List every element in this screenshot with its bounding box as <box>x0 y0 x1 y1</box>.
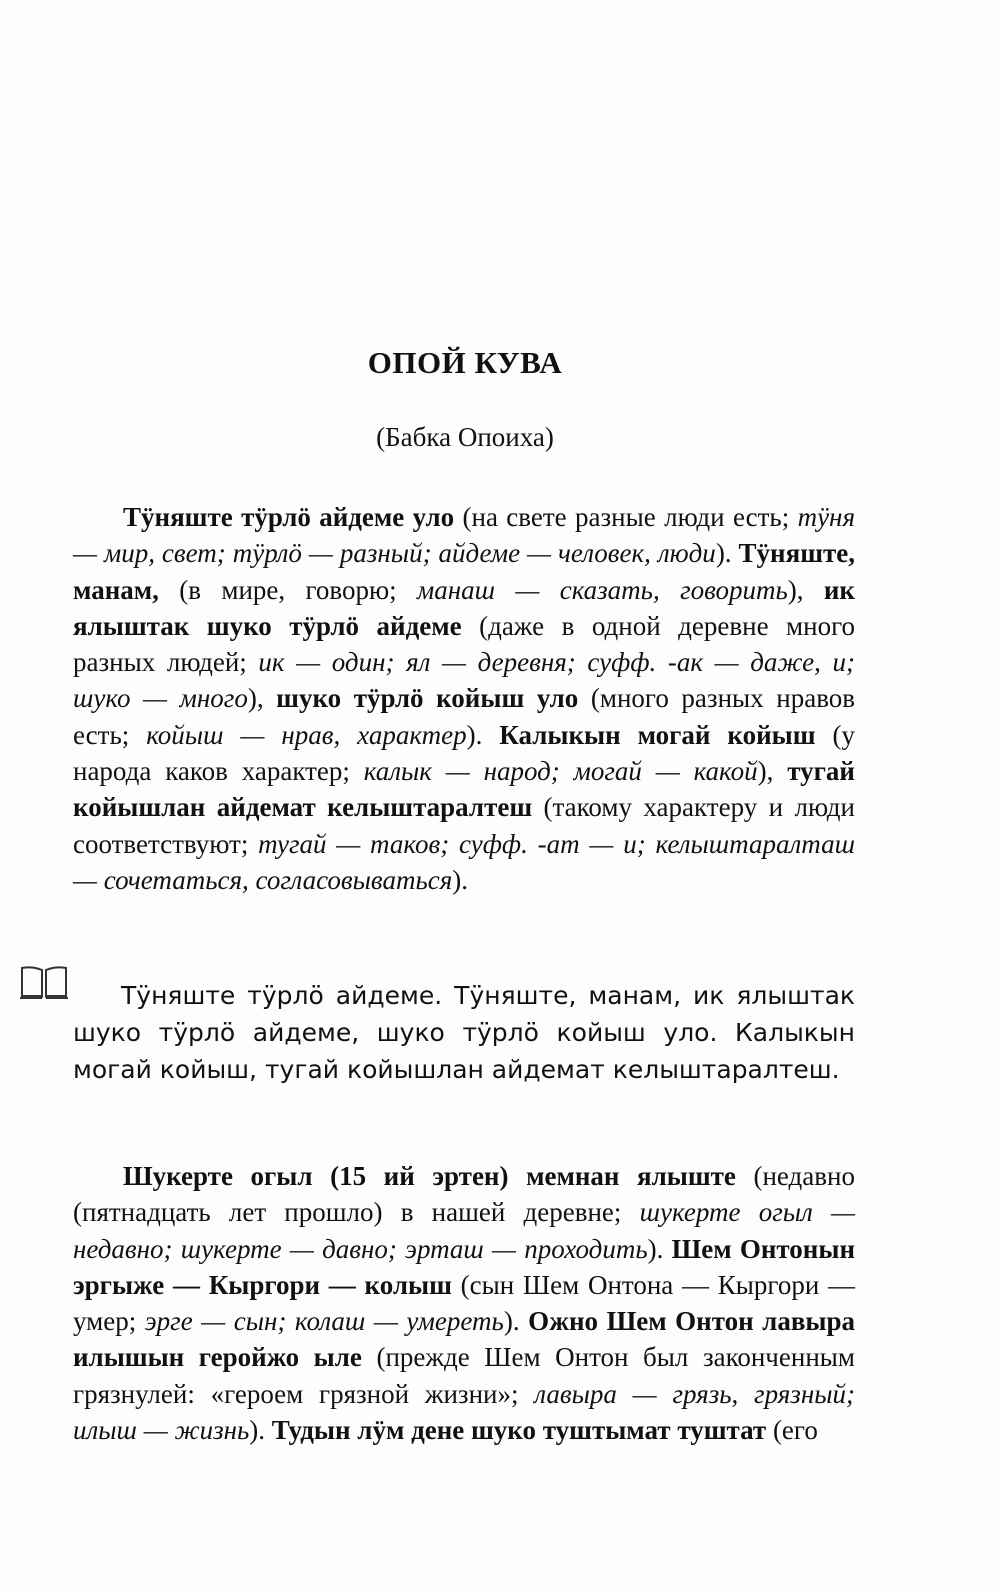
gloss: шукерте огыл — недавно; шукерте — давно; эрташ — проходить <box>73 1197 855 1264</box>
gloss: калык — народ; могай — какой <box>363 756 758 787</box>
translation: ), <box>787 574 824 605</box>
translation: (на свете разные люди есть; <box>454 502 798 532</box>
translation: ). <box>452 864 469 895</box>
gloss: койыш — нрав, характер <box>146 719 467 750</box>
mari-phrase: Ожно Шем Онтон лавыра илышын геройжо ыле <box>73 1306 856 1373</box>
mari-phrase: Тӱняште, манам, <box>73 538 855 605</box>
translation: ). <box>647 1233 672 1264</box>
translation: ), <box>757 756 788 787</box>
mari-phrase: ик ялыштак шуко тӱрлӧ айдеме <box>73 574 855 641</box>
gloss: тӱня — мир, свет; тӱрлӧ — разный; айдеме — человек, люди <box>73 502 856 569</box>
mari-phrase: Калыкын могай койыш <box>499 719 816 750</box>
chapter-subtitle: (Бабка Опоиха) <box>376 422 554 452</box>
translation: ). <box>503 1306 529 1337</box>
translation: (даже в одной деревне много разных людей; <box>73 610 855 678</box>
gloss: манаш — сказать, говорить <box>416 574 788 605</box>
translation: ). <box>249 1415 272 1446</box>
translation: (у народа каков характер; <box>73 719 855 787</box>
translation: (прежде Шем Онтон был законченным грязнулей: «героем грязной жизни»; <box>73 1342 855 1409</box>
mari-phrase: тугай койышлан айдемат келыштаралтеш <box>73 756 855 823</box>
translation: (много разных нравов есть; <box>73 683 856 750</box>
annotated-paragraph-1 <box>73 499 855 898</box>
gloss: ик — один; ял — деревня; суфф. -ак — даже, и; шуко — много <box>73 647 855 714</box>
translation: (сын Шем Онтона — Кыргори — умер; <box>73 1269 856 1337</box>
translation: (его <box>766 1415 818 1446</box>
translation: (недавно (пятнадцать лет прошло) в нашей деревне; <box>73 1161 855 1228</box>
mari-phrase: Шем Онтонын эргыже — Кыргори — колыш <box>73 1233 855 1300</box>
translation: (такому характеру и люди соответствуют; <box>73 792 855 859</box>
annotated-paragraph-2 <box>73 1158 855 1448</box>
open-book-icon <box>18 962 70 1002</box>
gloss: лавыра — грязь, грязный; илыш — жизнь <box>73 1378 855 1446</box>
reading-text: Тӱняште тӱрлӧ айдеме. Тӱняште, манам, ик ялыштак шуко тӱрлӧ айдеме, шуко тӱрлӧ койыш уло. Калыкын могай койыш, тугай койышлан айдемат келыштаралтеш. <box>73 981 855 1084</box>
translation: (в мире, говорю; <box>158 574 417 605</box>
mari-phrase: Шукерте огыл (15 ий эртен) мемнан ялыште <box>123 1161 736 1191</box>
chapter-title: ОПОЙ КУВА <box>367 345 563 380</box>
mari-phrase: шуко тӱрлӧ койыш уло <box>276 683 579 714</box>
translation: ). <box>466 719 500 750</box>
gloss: эрге — сын; колаш — умереть <box>144 1306 504 1337</box>
translation: ), <box>247 683 277 714</box>
mari-phrase: Тудын лӱм дене шуко туштымат туштат <box>271 1415 767 1446</box>
mari-phrase: Тӱняште тӱрлӧ айдеме уло <box>123 502 455 532</box>
gloss: тугай — таков; суфф. -ат — и; келыштаралташ — сочетаться, согласовываться <box>73 828 855 895</box>
translation: ). <box>715 538 739 569</box>
